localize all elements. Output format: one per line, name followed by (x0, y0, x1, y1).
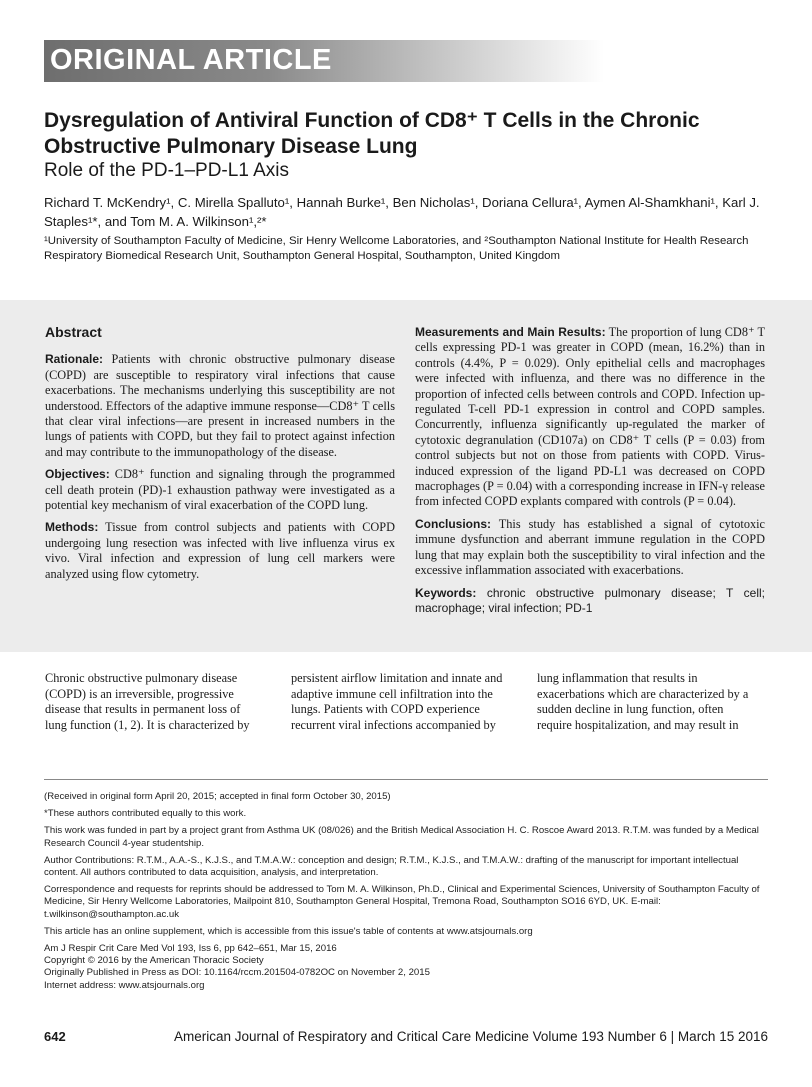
abstract-rationale: Rationale: Patients with chronic obstructive pulmonary disease (COPD) are susceptible to respiratory viral infections that cause exacerbations. The mechanisms underlying this susceptibility are not understood. Effectors of the adaptive immune response—CD8⁺ T cells that clear viral infections—are present in increased numbers in the lungs of patients with COPD, but they fail to protect against infection and may contribute to the immunopathology of the disease. (45, 352, 395, 459)
article-subtitle: Role of the PD-1–PD-L1 Axis (44, 160, 290, 181)
journal-footer: American Journal of Respiratory and Critical Care Medicine Volume 193 Number 6 | March 15 2016 (173, 1029, 768, 1044)
body-column-1: Chronic obstructive pulmonary disease (COPD) is an irreversible, progressive disease that results in permanent loss of lung function (1, 2). It is characterized by (45, 671, 250, 732)
footnote-divider (44, 779, 768, 780)
author-contributions-note: Author Contributions: R.T.M., A.A.-S., K.J.S., and T.M.A.W.: conception and design; R.T.M., K.J.S., and T.M.A.W.: drafting of the manuscript for important intellectual content. All authors contributed to data acquisition, analysis, and interpretation. (44, 854, 739, 879)
footnotes (44, 791, 769, 992)
abstract-results: Measurements and Main Results: The proportion of lung CD8⁺ T cells expressing PD-1 was greater in COPD (mean, 16.2%) than in controls (4.4%, P = 0.029). Only epithelial cells and macrophages were infected with influenza, and there was no difference in the proportion of infected cells between controls and COPD. Infection up-regulated T-cell PD-1 expression in control and COPD samples. Concurrently, influenza significantly up-regulated the marker of cytotoxic degranulation (CD107a) on CD8⁺ T cells (P = 0.03) from control subjects but not on those from patients with COPD. Virus-induced expression of the ligand PD-L1 was decreased on COPD macrophages (P = 0.04) with a corresponding increase in IFN-γ release from infected COPD explants compared with controls (P = 0.04). (415, 325, 765, 509)
equal-contribution-note: *These authors contributed equally to this work. (44, 808, 247, 820)
author-list: Richard T. McKendry¹, C. Mirella Spalluto¹, Hannah Burke¹, Ben Nicholas¹, Doriana Cellura¹, Aymen Al-Shamkhani¹, Karl J. Staples¹*, and Tom M. A. Wilkinson¹,²* (44, 195, 760, 229)
body-column-3: lung inflammation that results in exacerbations which are characterized by a sudden decline in lung function, often require hospitalization, and may result in (537, 671, 749, 732)
abstract-heading: Abstract (45, 324, 102, 340)
internet-address: Internet address: www.atsjournals.org (44, 979, 205, 991)
publication-info (44, 943, 769, 992)
doi: Originally Published in Press as DOI: 10.1164/rccm.201504-0782OC on November 2, 2015 (44, 967, 430, 979)
abstract-methods: Methods: Tissue from control subjects and patients with COPD undergoing lung resection was infected with live influenza virus ex vivo. Viral infection and expression of lung cell markers were analyzed using flow cytometry. (45, 520, 395, 581)
correspondence-note: Correspondence and requests for reprints should be addressed to Tom M. A. Wilkinson, Ph.D., Clinical and Experimental Sciences, University of Southampton Faculty of Medicine, Sir Henry Wellcome Laboratories, Mailpoint 810, Southampton General Hospital, Tremona Road, Southampton SO16 6YD, UK. E-mail: t.wilkinson@southampton.ac.uk (44, 884, 760, 920)
abstract-objectives: Objectives: CD8⁺ function and signaling through the programmed cell death protein (PD)-1 exhaustion pathway were investigated as a potential key mechanism of viral exacerbation of the COPD lung. (45, 467, 395, 513)
abstract-left-column (45, 325, 395, 589)
abstract-conclusions: Conclusions: This study has established a signal of cytotoxic immune dysfunction and aberrant immune regulation in the COPD lung that may explain both the susceptibility to viral infection and the excessive inflammation associated with exacerbations. (415, 516, 765, 578)
page-number: 642 (44, 1029, 66, 1044)
received-note: (Received in original form April 20, 2015; accepted in final form October 30, 2015) (44, 791, 391, 802)
body-column-2: persistent airflow limitation and innate and adaptive immune cell infiltration into the lungs. Patients with COPD experience recurrent viral infections accompanied by (291, 671, 503, 732)
article-type-banner (44, 40, 604, 82)
supplement-note: This article has an online supplement, which is accessible from this issue's table of contents at www.atsjournals.org (44, 925, 533, 937)
funding-note: This work was funded in part by a project grant from Asthma UK (08/026) and the British Medical Association H. C. Roscoe Award 2013. R.T.M. was funded by a Medical Research Council 4-year studentship. (44, 825, 759, 849)
citation: Am J Respir Crit Care Med Vol 193, Iss 6, pp 642–651, Mar 15, 2016 (44, 943, 337, 955)
copyright: Copyright © 2016 by the American Thoracic Society (44, 955, 264, 967)
abstract-keywords: Keywords: chronic obstructive pulmonary disease; T cell; macrophage; viral infection; PD-1 (415, 585, 765, 615)
article-type-label: ORIGINAL ARTICLE (50, 44, 332, 76)
article-title: Dysregulation of Antiviral Function of CD8⁺ T Cells in the Chronic Obstructive Pulmonary Disease Lung (44, 109, 700, 158)
abstract-right-column (415, 325, 765, 623)
affiliations: ¹University of Southampton Faculty of Medicine, Sir Henry Wellcome Laboratories, and ²Southampton National Institute for Health Research Respiratory Biomedical Research Unit, Southampton General Hospital, Southampton, United Kingdom (44, 235, 749, 262)
